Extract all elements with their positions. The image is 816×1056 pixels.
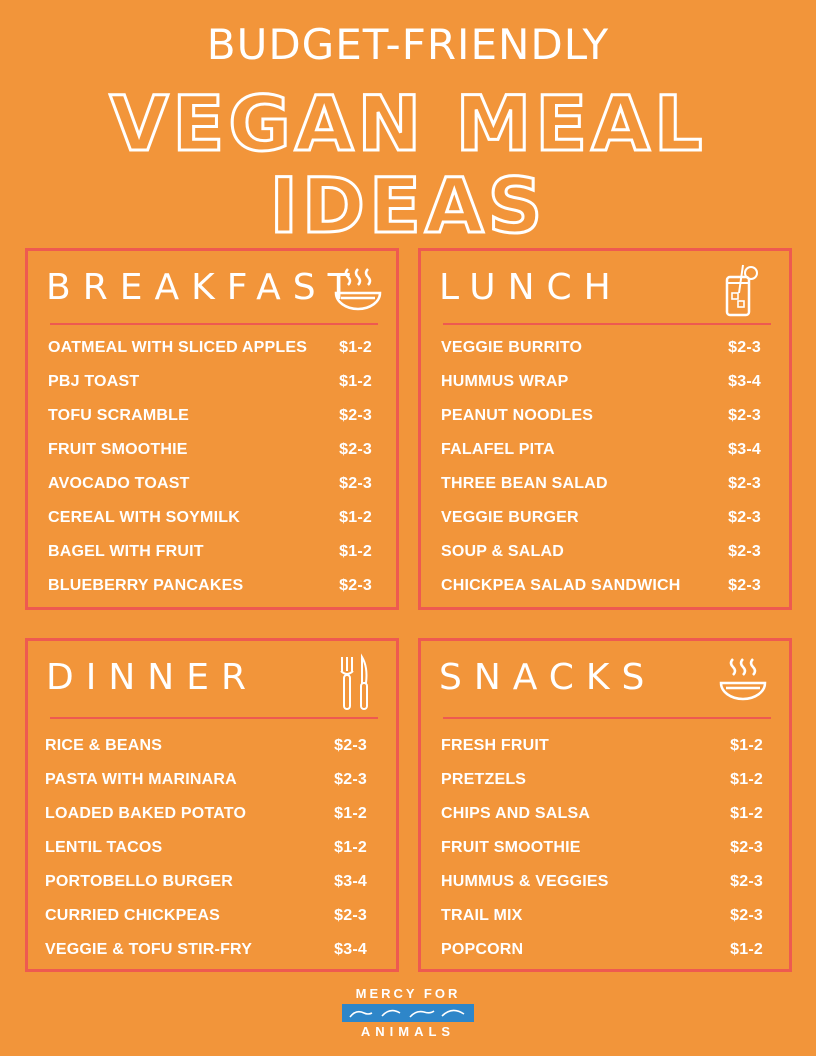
item-name: PORTOBELLO BURGER (45, 873, 234, 890)
animal-silhouettes-icon (342, 1004, 474, 1022)
logo-line-1: MERCY FOR (355, 986, 461, 1001)
dinner-divider (50, 717, 378, 719)
item-name: AVOCADO TOAST (48, 475, 190, 492)
lunch-title: LUNCH (439, 267, 623, 308)
item-price: $2-3 (334, 737, 367, 754)
list-item (441, 535, 761, 569)
item-price: $1-2 (339, 543, 372, 560)
item-price: $2-3 (728, 577, 761, 594)
list-item (45, 933, 367, 967)
item-price: $2-3 (334, 771, 367, 788)
item-name: HUMMUS WRAP (441, 373, 569, 390)
item-name: LOADED BAKED POTATO (45, 805, 247, 822)
list-item (441, 933, 763, 967)
list-item (45, 763, 367, 797)
lunch-card (418, 248, 792, 610)
list-item (48, 467, 372, 501)
list-item (45, 899, 367, 933)
lunch-list (441, 331, 761, 603)
logo-band (342, 1004, 474, 1022)
list-item (48, 535, 372, 569)
item-name: FRUIT SMOOTHIE (441, 839, 581, 856)
item-name: VEGGIE BURRITO (441, 339, 583, 356)
item-price: $3-4 (728, 441, 761, 458)
list-item (441, 331, 761, 365)
list-item (441, 501, 761, 535)
list-item (441, 399, 761, 433)
lunch-divider (443, 323, 771, 325)
item-price: $2-3 (728, 339, 761, 356)
item-price: $2-3 (728, 543, 761, 560)
item-name: LENTIL TACOS (45, 839, 163, 856)
item-name: TRAIL MIX (441, 907, 523, 924)
item-name: OATMEAL WITH SLICED APPLES (48, 339, 308, 356)
list-item (45, 729, 367, 763)
list-item (48, 399, 372, 433)
breakfast-card (25, 248, 399, 610)
dinner-title: DINNER (46, 657, 258, 698)
item-price: $1-2 (730, 941, 763, 958)
page-subtitle: BUDGET-FRIENDLY (206, 20, 610, 69)
item-price: $2-3 (339, 577, 372, 594)
list-item (48, 365, 372, 399)
item-name: CEREAL WITH SOYMILK (48, 509, 240, 526)
item-price: $2-3 (730, 873, 763, 890)
list-item (441, 365, 761, 399)
item-name: POPCORN (441, 941, 524, 958)
item-price: $2-3 (339, 407, 372, 424)
list-item (441, 433, 761, 467)
breakfast-divider (50, 323, 378, 325)
breakfast-list (48, 331, 372, 603)
list-item (441, 865, 763, 899)
item-price: $2-3 (730, 907, 763, 924)
bowl-icon (332, 265, 384, 317)
snacks-list (441, 729, 763, 967)
list-item (48, 433, 372, 467)
item-price: $1-2 (334, 839, 367, 856)
page-title-line-2: IDEAS (269, 161, 547, 250)
item-price: $3-4 (728, 373, 761, 390)
item-name: VEGGIE & TOFU STIR-FRY (45, 941, 253, 958)
item-name: PRETZELS (441, 771, 527, 788)
item-name: THREE BEAN SALAD (441, 475, 608, 492)
item-price: $2-3 (334, 907, 367, 924)
mercy-for-animals-logo (338, 986, 478, 1040)
list-item (441, 763, 763, 797)
item-price: $2-3 (339, 441, 372, 458)
logo-line-2: ANIMALS (360, 1024, 456, 1039)
item-price: $1-2 (730, 805, 763, 822)
list-item (45, 865, 367, 899)
list-item (441, 831, 763, 865)
snacks-card (418, 638, 792, 972)
drink-glass-icon (719, 263, 763, 319)
item-price: $1-2 (339, 339, 372, 356)
item-name: FRESH FRUIT (441, 737, 549, 754)
item-price: $1-2 (334, 805, 367, 822)
item-name: PEANUT NOODLES (441, 407, 594, 424)
item-name: SOUP & SALAD (441, 543, 565, 560)
item-name: TOFU SCRAMBLE (48, 407, 189, 424)
item-name: PBJ TOAST (48, 373, 140, 390)
item-name: BAGEL WITH FRUIT (48, 543, 204, 560)
item-name: HUMMUS & VEGGIES (441, 873, 609, 890)
item-name: VEGGIE BURGER (441, 509, 579, 526)
item-price: $1-2 (730, 771, 763, 788)
snacks-divider (443, 717, 771, 719)
item-name: CHICKPEA SALAD SANDWICH (441, 577, 681, 594)
item-price: $2-3 (728, 475, 761, 492)
item-price: $1-2 (339, 373, 372, 390)
snacks-title: SNACKS (439, 657, 657, 698)
list-item (441, 797, 763, 831)
item-price: $1-2 (339, 509, 372, 526)
item-price: $1-2 (730, 737, 763, 754)
list-item (48, 569, 372, 603)
bowl-icon (717, 655, 769, 707)
page-title-line-1: VEGAN MEAL (109, 79, 707, 168)
dinner-list (45, 729, 367, 967)
item-name: RICE & BEANS (45, 737, 163, 754)
item-name: BLUEBERRY PANCAKES (48, 577, 244, 594)
item-name: CURRIED CHICKPEAS (45, 907, 220, 924)
item-name: PASTA WITH MARINARA (45, 771, 237, 788)
fork-knife-icon (336, 653, 372, 713)
item-price: $3-4 (334, 941, 367, 958)
item-name: FRUIT SMOOTHIE (48, 441, 188, 458)
list-item (441, 899, 763, 933)
list-item (441, 467, 761, 501)
list-item (48, 331, 372, 365)
item-price: $2-3 (339, 475, 372, 492)
item-name: CHIPS AND SALSA (441, 805, 591, 822)
item-price: $3-4 (334, 873, 367, 890)
item-name: FALAFEL PITA (441, 441, 555, 458)
list-item (441, 729, 763, 763)
list-item (48, 501, 372, 535)
list-item (441, 569, 761, 603)
list-item (45, 831, 367, 865)
item-price: $2-3 (728, 407, 761, 424)
breakfast-title: BREAKFAST (46, 267, 362, 308)
list-item (45, 797, 367, 831)
item-price: $2-3 (730, 839, 763, 856)
item-price: $2-3 (728, 509, 761, 526)
dinner-card (25, 638, 399, 972)
